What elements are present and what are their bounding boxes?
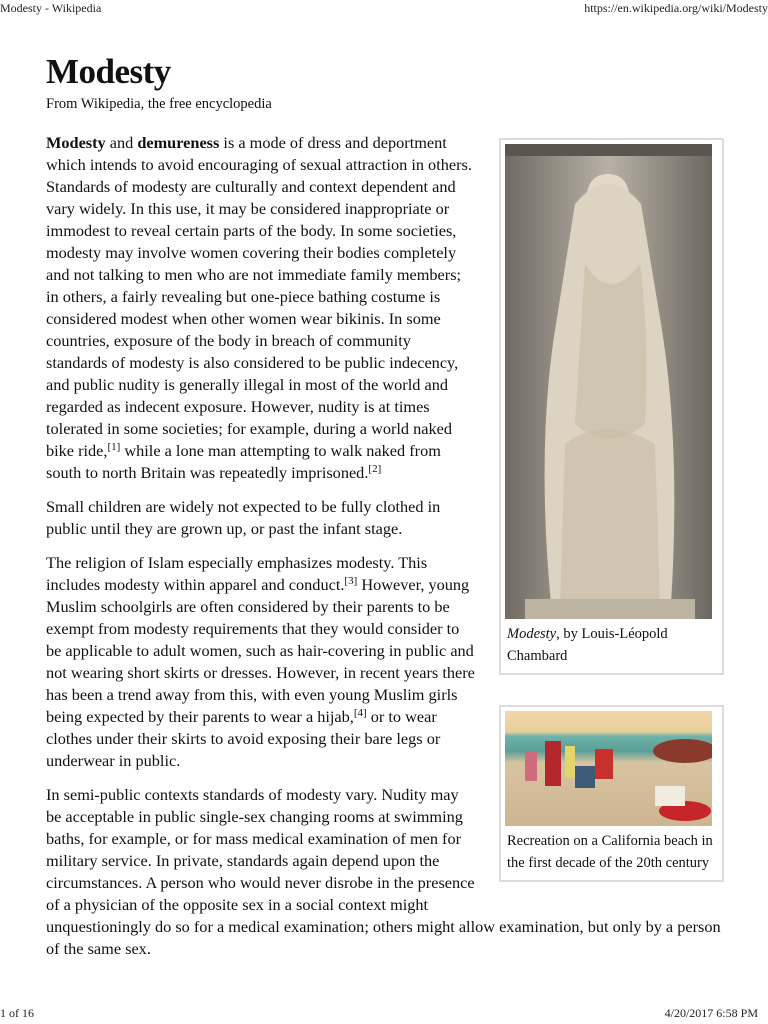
text: is a mode of dress and deportment which intends to avoid encouraging of sexual attraction in others. Standards of modesty are culturally and context dependent and vary widely. In this use, it may be considered inappropriate or immodest to reveal certain parts of the body. In some societies, modesty may involve women covering their bodies completely and not talking to men who are not immediate family members; in others, a fairly revealing but one-piece bathing costume is considered modest when other women wear bikinis. In some countries, exposure of the body in breach of community standards of modesty is also considered to be public indecency, and public nudity is generally illegal in most of the world and regarded as indecent exposure. However, nudity is at times tolerated in some societies; for example, during a world naked bike ride,	[46, 133, 472, 460]
paragraph-children: Small children are widely not expected to be fully clothed in public until they are grown up, or past the infant stage.	[46, 497, 441, 538]
statue-image[interactable]	[505, 144, 712, 619]
bold-term: demureness	[137, 133, 220, 152]
print-header-title: Modesty - Wikipedia	[0, 1, 102, 15]
reference-link[interactable]: [2]	[368, 463, 382, 475]
text: The religion of Islam especially emphasizes modesty. This includes modesty within apparel and conduct.	[46, 553, 428, 594]
paragraph-semi-public: In semi-public contexts standards of modesty vary. Nudity may be acceptable in public single-sex changing rooms at swimming baths, for example, or for mass medical examination of men for military service. In private, standards again depend upon the circumstances. A person who would never disrobe in the presence of a physician of the opposite sex in a social context might unquestioningly do so for a medical examination; others might allow examination, but only by a person of the same sex.	[46, 785, 721, 958]
reference-link[interactable]: [4]	[353, 707, 367, 719]
text: or to wear clothes under their skirts to avoid exposing their bare legs or underwear in public.	[46, 707, 441, 770]
reference-link[interactable]: [1]	[107, 441, 121, 453]
figure-caption: Recreation on a California beach in the first decade of the 20th century	[507, 833, 713, 871]
text: while a lone man attempting to walk naked from south to north Britain was repeatedly imprisoned.	[46, 441, 441, 482]
figure-beach	[499, 705, 724, 882]
text: However, young Muslim schoolgirls are often considered by their parents to be exempt from modesty requirements that they would consider to be applicable to adult women, such as hair-covering in public and not wearing short skirts or dresses. However, in recent years there has been a trend away from this, with even young Muslim girls being expected by their parents to wear a hijab,	[46, 575, 475, 726]
page-title: Modesty	[46, 52, 171, 91]
bold-term: Modesty	[46, 133, 106, 152]
reference-link[interactable]: [3]	[344, 575, 358, 587]
figure-caption	[505, 619, 718, 667]
figure-statue	[499, 138, 724, 675]
caption-text: , by Louis-Léopold Chambard	[507, 626, 668, 664]
print-datetime: 4/20/2017 6:58 PM	[664, 1006, 758, 1020]
page-subtitle: From Wikipedia, the free encyclopedia	[46, 96, 272, 112]
print-header-url: https://en.wikipedia.org/wiki/Modesty	[584, 1, 768, 15]
article-body	[46, 132, 726, 972]
caption-title[interactable]: Modesty	[507, 626, 557, 642]
text: and	[105, 133, 138, 152]
beach-image[interactable]	[505, 711, 712, 826]
page-number: 1 of 16	[0, 1006, 34, 1020]
